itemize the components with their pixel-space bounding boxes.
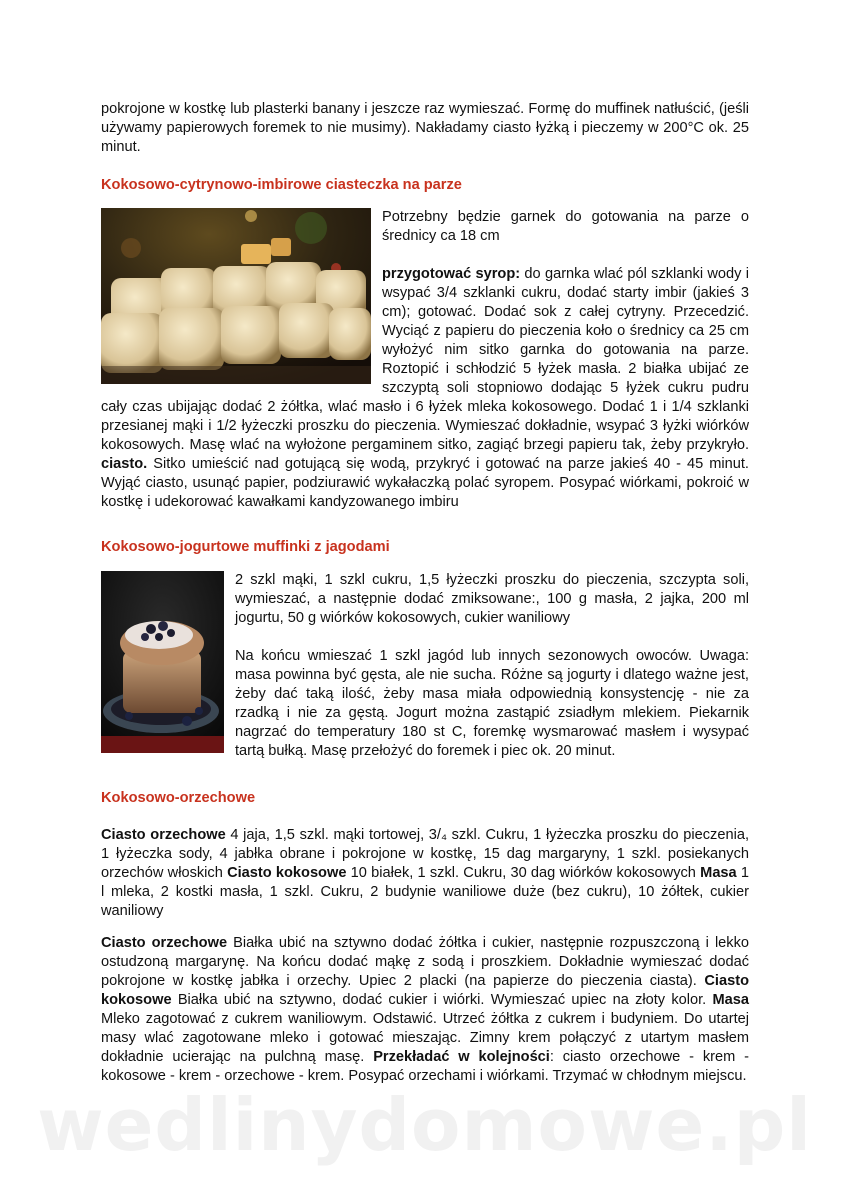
coconut-cubes-photo bbox=[101, 208, 371, 384]
recipe1-title: Kokosowo-cytrynowo-imbirowe ciasteczka na parze bbox=[101, 177, 462, 193]
intro-paragraph-block bbox=[101, 100, 749, 157]
recipe3-steps: Ciasto orzechowe Białka ubić na sztywno dodać żółtka i cukier, następnie rozpuszczoną i lekko ostudzoną margarynę. Na końcu dodać mąkę z sodą i proszkiem. Dokładnie wymieszać dodać pokrojone w kostkę jabłka i orzechy. Upiec 2 placki (na papierze do pieczenia ciasta). Ciasto kokosowe Białka ubić na sztywno, dodać cukier i wiórki. Wymieszać upiec na złoty kolor. Masa Mleko zagotować z cukrem waniliowym. Odstawić. Utrzeć żółtka z cukrem i budyniem. Do utartej masy wlać zagotowane mleko i gotować mieszając. Zimny krem połączyć z utartym masłem dokładnie ucierając na pulchną masę. Przekładać w kolejności: ciasto orzechowe - krem - kokosowe - krem - orzechowe - krem. Posypać orzechami i wiórkami. Trzymać w chłodnym miejscu. bbox=[101, 935, 750, 1084]
intro-paragraph: pokrojone w kostkę lub plasterki banany i jeszcze raz wymieszać. Formę do muffinek natłuścić, (jeśli używamy papierowych foremek to nie musimy). Nakładamy ciasto łyżką i pieczemy w 200°C ok. 25 minut. bbox=[101, 101, 749, 155]
recipe2-block bbox=[101, 571, 749, 761]
recipe3-ingredients-block bbox=[101, 826, 749, 921]
recipe3-title: Kokosowo-orzechowe bbox=[101, 790, 256, 806]
recipe2-title: Kokosowo-jogurtowe muffinki z jagodami bbox=[101, 539, 390, 555]
recipe1-paragraph-1: Potrzebny będzie garnek do gotowania na parze o średnicy ca 18 cm bbox=[382, 209, 749, 244]
recipe2-paragraph-1: 2 szkl mąki, 1 szkl cukru, 1,5 łyżeczki proszku do pieczenia, szczypta soli, wymieszać, a następnie dodać zmiksowane:, 100 g masła, 2 jajka, 200 ml jogurtu, 50 g wiórków kokosowych, cukier waniliowy bbox=[235, 572, 749, 626]
recipe3-steps-block bbox=[101, 934, 749, 1086]
site-watermark: wedlinydomowe.pl bbox=[37, 1083, 812, 1167]
recipe3-ingredients: Ciasto orzechowe 4 jaja, 1,5 szkl. mąki tortowej, 3/₄ szkl. Cukru, 1 łyżeczka proszku do pieczenia, 1 łyżeczka sody, 4 jabłka obrane i pokrojone w kostkę, 15 dag margaryny, 1 szkl. posiekanych orzechów włoskich Ciasto kokosowe 10 białek, 1 szkl. Cukru, 30 dag wiórków kokosowych Masa 1 l mleka, 2 kostki masła, 1 szkl. Cukru, 2 budynie waniliowe duże (bez cukru), 10 żółtek, cukier waniliowy bbox=[101, 827, 750, 919]
recipe2-paragraph-2: Na końcu wmieszać 1 szkl jagód lub innych sezonowych owoców. Uwaga: masa powinna być gęsta, ale nie sucha. Różne są jogurty i dlatego ważne jest, żeby dać taką ilość, żeby masa miała odpowiednią konsystencję - nie za rzadką i nie za gęstą. Jogurt można zastąpić zsiadłym mlekiem. Piekarnik nagrzać do temperatury 180 st C, foremkę wysmarować masłem i wysypać tartą bułką. Masę przełożyć do foremek i piec ok. 20 minut. bbox=[235, 648, 749, 759]
recipe1-paragraph-2: przygotować syrop: do garnka wlać pól szklanki wody i wsypać 3/4 szklanki cukru, dodać starty imbir (jakieś 3 cm); gotować. Dodać sok z całej cytryny. Przecedzić. Wyciąć z papieru do pieczenia koło o średnicy ca 25 cm wyłożyć nim sitko garnka do gotowania na parze. Roztopić i schłodzić 5 łyżek masła. 2 białka ubijać ze szczyptą soli stopniowo dodając 5 łyżek cukru pudru cały czas ubijając dodać 2 żółtka, wlać masło i 6 łyżek mleka kokosowego. Dodać 1 i 1/4 szklanki przesianej mąki i 1/2 łyżeczki proszku do pieczenia. Wymieszać dokładnie, wsypać 3 łyżki wiórków kokosowych. Masę wlać na wyłożone pergaminem sitko, zagiąć brzegi papieru tak, żeby przykryło. ciasto. Sitko umieścić nad gotującą się wodą, przykryć i gotować na parze jakieś 40 - 45 minut. Wyjąć ciasto, usunąć papier, podziurawić wykałaczką polać syropem. Posypać wiórkami, pokroić w kostkę i udekorować kawałkami kandyzowanego imbiru bbox=[101, 266, 749, 510]
recipe1-block bbox=[101, 208, 749, 512]
blueberry-muffin-photo bbox=[101, 571, 224, 753]
